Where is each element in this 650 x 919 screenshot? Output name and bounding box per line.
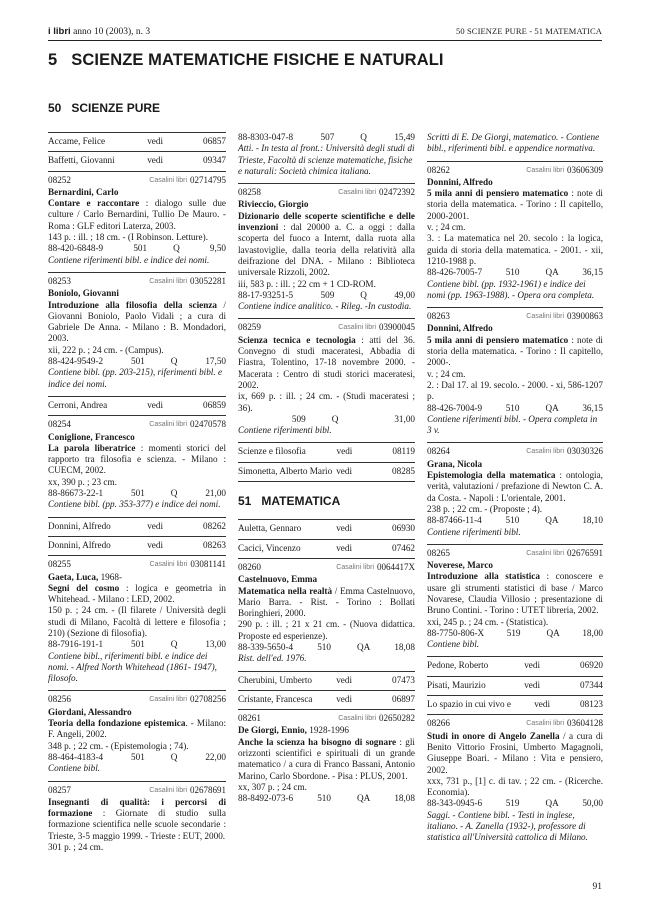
entry-isbn: 88-7916-191-1 xyxy=(48,639,104,650)
xref-number: 06930 xyxy=(392,523,415,534)
catalog-entry-08264 xyxy=(427,443,603,543)
xref-name: Baffetti, Giovanni xyxy=(48,155,115,166)
section-title xyxy=(48,51,444,70)
xref-name: Scienze e filosofia xyxy=(238,446,306,457)
cross-reference xyxy=(238,540,415,558)
header-rule xyxy=(48,40,602,41)
entry-price: 17,50 xyxy=(205,356,226,367)
entry-author: Gaeta, Luca, xyxy=(48,571,99,582)
entry-price: 18,10 xyxy=(582,515,603,526)
entry-id: 08263 xyxy=(427,311,450,322)
entry-id: 08258 xyxy=(238,187,261,198)
entry-note: Contiene riferimenti bibl. - Opera completa in 3 v. xyxy=(427,413,598,436)
entry-code: 02714795 xyxy=(190,174,226,185)
entry-description: : conoscere e usare gli strumenti statistici di base / Marco Novarese, Claudia Villosio ; presentazione di Bruno Contini. - Torino : UTET libreria, 2002. xyxy=(427,571,604,616)
entry-title: Segni del cosmo xyxy=(48,582,120,593)
entry-physical: iii, 583 p. : ill. ; 22 cm + 1 CD-ROM. xyxy=(238,278,376,289)
entry-isbn: 88-86673-22-1 xyxy=(48,488,104,499)
cross-reference xyxy=(48,133,226,151)
entry-price-line xyxy=(238,793,415,804)
entry-class: 510 xyxy=(505,515,520,526)
xref-number: 06920 xyxy=(580,660,603,671)
entry-title: Introduzione alla statistica xyxy=(427,571,540,582)
entry-note: Contiene bibl. (pp. 203-215), riferimenti bibl. e indice dei nomi. xyxy=(48,367,223,389)
entry-class: 510 xyxy=(317,793,331,804)
xref-vedi: vedi xyxy=(534,699,551,710)
entry-note: Contiene bibl. xyxy=(427,639,480,650)
casalini-label: Casalini libri xyxy=(149,786,187,794)
xref-vedi: vedi xyxy=(147,539,164,550)
cross-reference xyxy=(238,443,415,461)
entry-title: Epistemologia della matematica xyxy=(427,470,556,481)
entry-physical: 301 p. ; 24 cm. xyxy=(48,842,104,853)
entry-description: : gli orizzonti scientifici e spirituali di un grande matematico / a cura di Franco Bassani, Antonio Marino, Carlo Sbordone. - Pisa : PLUS, 2001. xyxy=(238,736,415,781)
casalini-label: Casalini libri xyxy=(526,448,564,456)
entry-class: 501 xyxy=(131,356,145,367)
entry-id: 08252 xyxy=(48,174,71,185)
entry-price-line xyxy=(48,356,226,367)
entry-physical: xii, 222 p. ; 24 cm. - (Campus). xyxy=(48,344,164,355)
xref-name: Accame, Felice xyxy=(48,136,106,146)
entry-price: 21,00 xyxy=(205,488,226,499)
entry-code: 02708256 xyxy=(190,694,226,705)
entry-physical: 150 p. ; 24 cm. - (Il filarete / Università degli studi di Milano, Facoltà di lettere e filosofia ; 210) (Sezione di filosofia). xyxy=(48,605,226,638)
entry-description: : ontologia, verità, valutazioni / prefazione di Newton C. A. da Costa. - Napoli : L'orientale, 2001. xyxy=(427,470,603,503)
entry-isbn: 88-339-5650-4 xyxy=(238,641,294,652)
entry-note: Contiene riferimenti bibl. xyxy=(427,526,521,537)
entry-id: 08259 xyxy=(238,322,261,333)
xref-vedi: vedi xyxy=(336,542,353,553)
entry-id: 08257 xyxy=(48,784,71,795)
entry-title: Matematica nella realtà xyxy=(238,585,333,596)
entry-note: Scritti di E. De Giorgi, matematico. - Contiene bibl., riferimenti bibl. e appendice normativa. xyxy=(427,132,600,154)
xref-vedi: vedi xyxy=(336,465,353,476)
section-number: 5 xyxy=(48,51,58,69)
entry-class: 510 xyxy=(505,267,520,278)
entry-class: 519 xyxy=(506,627,521,638)
casalini-label: Casalini libri xyxy=(149,421,187,429)
xref-number: 07462 xyxy=(392,542,415,553)
cross-reference xyxy=(238,672,415,690)
entry-description: : logica e geometria in Whitehead. - Milano : LED, 2002. xyxy=(48,582,226,605)
cross-reference xyxy=(427,657,603,675)
entry-class: 501 xyxy=(131,488,145,499)
entry-letter: QA xyxy=(356,641,371,652)
casalini-label: Casalini libri xyxy=(149,277,187,285)
xref-name: Lo spazio in cui vivo e xyxy=(427,699,511,710)
entry-code: 03052281 xyxy=(190,275,226,286)
entry-id: 08262 xyxy=(427,164,450,175)
casalini-label: Casalini libri xyxy=(338,324,376,332)
cross-reference xyxy=(48,537,226,555)
xref-vedi: vedi xyxy=(147,399,164,410)
catalog-entry-08261 xyxy=(238,710,415,810)
entry-title: Introduzione alla filosofia della scienza xyxy=(48,299,217,310)
casalini-label: Casalini libri xyxy=(149,696,187,704)
entry-isbn: 88-464-4183-4 xyxy=(48,751,104,762)
entry-description: : note di storia della matematica. - Torino : Il capitello, 2000-. xyxy=(427,334,603,368)
entry-description: : atti del 36. Convegno di studi maceratesi, Abbadia di Fiastra, Tolentino, 17-18 novembre 2000. - Macerata : Centro di studi storici maceratesi, 2002. xyxy=(238,334,415,390)
entry-class: 507 xyxy=(320,132,335,142)
entry-letter: Q xyxy=(170,356,178,367)
xref-vedi: vedi xyxy=(524,679,541,690)
section-title-text: SCIENZE MATEMATICHE FISICHE E NATURALI xyxy=(71,51,444,69)
entry-code: 02678691 xyxy=(190,784,226,795)
subsection-number: 51 xyxy=(238,494,252,509)
entry-price-line xyxy=(427,628,603,639)
entry-isbn: 88-343-0945-6 xyxy=(427,798,483,809)
xref-vedi: vedi xyxy=(336,523,353,534)
xref-vedi: vedi xyxy=(336,693,353,704)
xref-number: 08123 xyxy=(580,699,603,710)
entry-price-line xyxy=(238,132,415,143)
entry-price-line xyxy=(427,403,603,414)
entry-id: 08265 xyxy=(427,547,450,558)
catalog-entry-08255 xyxy=(48,556,226,690)
catalog-entry-08257 xyxy=(48,782,226,860)
entry-physical: v. ; 24 cm. xyxy=(427,222,466,233)
entry-letter: Q xyxy=(360,289,367,300)
xref-number: 06859 xyxy=(203,399,226,410)
catalog-entry-08258 xyxy=(238,184,415,318)
catalog-entry-08265 xyxy=(427,545,603,657)
column-2 xyxy=(238,132,415,811)
entry-code: 03081141 xyxy=(190,559,226,570)
cross-reference xyxy=(427,696,603,714)
entry-letter: QA xyxy=(545,798,559,809)
entry-id: 08266 xyxy=(427,718,450,729)
xref-vedi: vedi xyxy=(524,660,541,671)
cross-reference xyxy=(427,677,603,695)
catalog-entry-08254 xyxy=(48,416,226,516)
entry-author: Noverese, Marco xyxy=(427,560,493,571)
xref-number: 08262 xyxy=(203,520,226,531)
entry-class: 501 xyxy=(133,243,148,254)
entry-note: Contiene bibl. xyxy=(48,763,101,774)
entry-code: 02650282 xyxy=(379,713,415,724)
entry-title: 5 mila anni di pensiero matematico xyxy=(427,334,569,345)
entry-author: Boniolo, Giovanni xyxy=(48,288,119,299)
entry-price-line xyxy=(427,798,603,809)
casalini-label: Casalini libri xyxy=(526,166,564,174)
xref-name: Cacici, Vincenzo xyxy=(238,542,301,553)
casalini-label: Casalini libri xyxy=(149,561,188,569)
entry-title: Dizionario delle scoperte scientifiche e delle invenzioni xyxy=(238,210,415,233)
catalog-entry-08261-continued xyxy=(427,132,603,161)
entry-title: 5 mila anni di pensiero matematico xyxy=(427,188,569,199)
entry-price: 31,00 xyxy=(394,413,415,424)
entry-letter: QA xyxy=(545,515,559,526)
entry-description: / Emma Castelnuovo, Mario Barra. - Rist. - Torino : Bollati Boringhieri, 2000. xyxy=(238,585,416,619)
xref-vedi: vedi xyxy=(147,520,164,531)
subsection-number: 50 xyxy=(48,101,62,115)
entry-title: Contare e raccontare xyxy=(48,198,140,209)
catalog-entry-08262 xyxy=(427,162,603,308)
entry-class: 509 xyxy=(291,413,306,424)
entry-id: 08253 xyxy=(48,275,71,286)
entry-isbn: 88-17-93251-5 xyxy=(238,289,294,300)
entry-code: 03030326 xyxy=(567,446,603,457)
entry-letter: Q xyxy=(170,639,178,650)
entry-price: 36,15 xyxy=(582,267,603,278)
entry-price-line xyxy=(48,639,226,650)
entry-id: 08256 xyxy=(48,694,71,705)
casalini-label: Casalini libri xyxy=(526,549,564,557)
entry-price-line xyxy=(48,752,226,763)
entry-description: : dialogo sulle due culture / Carlo Bernardini, Tullio De Mauro. - Roma : GLF editori Laterza, 2003. xyxy=(48,198,226,231)
entry-physical: 143 p. : ill. ; 18 cm. - (I Robinson. Letture). xyxy=(48,232,208,243)
running-header-left xyxy=(48,26,150,37)
cross-reference xyxy=(238,463,415,481)
casalini-label: Casalini libri xyxy=(338,715,376,723)
entry-author-year: 1968- xyxy=(98,571,123,582)
entry-letter: QA xyxy=(545,267,559,278)
entry-note: Saggi. - Contiene bibl. - Testi in inglese, italiano. - A. Zanella (1932-), professore di statistica all'Università cattolica di Milano. xyxy=(427,809,588,843)
cross-reference xyxy=(238,520,415,538)
subsection-title-text: MATEMATICA xyxy=(261,494,341,509)
entry-note: Contiene riferimenti bibl. xyxy=(238,425,332,436)
entry-physical: xx, 390 p. ; 23 cm. xyxy=(48,476,117,487)
entry-title: Studi in onore di Angelo Zanella xyxy=(427,730,560,741)
cross-reference xyxy=(48,397,226,415)
casalini-label: Casalini libri xyxy=(526,720,564,728)
entry-letter: Q xyxy=(173,243,180,254)
entry-isbn: 88-420-6848-9 xyxy=(48,243,104,254)
entry-description: / a cura di Benito Vittorio Frosini, Umberto Magagnoli, Giuseppe Boari. - Milano : Vita e pensiero, 2002. xyxy=(427,730,603,775)
entry-title: La parola liberatrice xyxy=(48,442,136,453)
entry-price: 18,08 xyxy=(394,641,415,652)
xref-name: Donnini, Alfredo xyxy=(48,539,111,550)
xref-name: Donnini, Alfredo xyxy=(48,520,111,531)
entry-description: . - Milano: F. Angeli, 2002. xyxy=(48,718,226,740)
entry-code: 02470578 xyxy=(190,419,226,430)
entry-physical: 238 p. ; 22 cm. - (Proposte ; 4). xyxy=(427,503,543,514)
entry-letter: Q xyxy=(331,413,339,424)
xref-name: Cristante, Francesca xyxy=(238,693,313,704)
xref-number: 07344 xyxy=(580,679,603,690)
running-header-right: 50 SCIENZE PURE - 51 MATEMATICA xyxy=(456,26,602,36)
journal-name: i libri xyxy=(48,26,71,37)
entry-author: Coniglione, Francesco xyxy=(48,431,135,442)
entry-description: : dal 20000 a. C. a oggi : dalla scoperta del fuoco a Internt, dalla ruota alla lavastoviglie, dalla teoria della relatività alla deifrazione del DNA. - Milano : Biblioteca universale Rizzoli, 2002. xyxy=(238,222,415,278)
entry-letter: Q xyxy=(170,751,178,762)
cross-reference xyxy=(48,518,226,536)
entry-title: Teoria della fondazione epistemica xyxy=(48,718,186,729)
entry-code: 03606309 xyxy=(567,164,603,175)
entry-price: 9,50 xyxy=(209,243,226,254)
entry-author: De Giorgi, Ennio, xyxy=(238,725,307,736)
xref-name: Pedone, Roberto xyxy=(427,660,489,671)
entry-class: 510 xyxy=(317,641,331,652)
entry-volume: 2. : Dal 17. al 19. secolo. - 2000. - xi, 586-1207 p. xyxy=(427,379,603,402)
entry-author: Giordani, Alessandro xyxy=(48,706,132,717)
xref-number: 08263 xyxy=(203,539,226,550)
entry-note: Contiene bibl., riferimenti bibl. e indice dei nomi. - Alfred North Whitehead (1861- 1947), filosofo. xyxy=(48,650,217,684)
entry-author: Castelnuovo, Emma xyxy=(238,574,318,585)
xref-name: Auletta, Gennaro xyxy=(238,523,302,534)
entry-price: 49,00 xyxy=(394,289,415,300)
xref-number: 08119 xyxy=(392,446,415,457)
xref-number: 08285 xyxy=(392,465,415,476)
entry-note: Contiene indice analitico. - Rileg. -In custodia. xyxy=(238,301,412,312)
entry-id: 08254 xyxy=(48,419,71,430)
page-number: 91 xyxy=(592,882,602,892)
entry-isbn: 88-424-9549-2 xyxy=(48,356,104,367)
entry-note: Contiene bibl. (pp. 1932-1961) e indice dei nomi (pp. 1963-1988). - Opera ora completa. xyxy=(427,278,595,300)
entry-price: 18,08 xyxy=(394,793,415,804)
xref-name: Cerroni, Andrea xyxy=(48,399,108,410)
entry-isbn: 88-8492-073-6 xyxy=(238,793,294,804)
entry-class: 510 xyxy=(505,402,520,413)
entry-letter: Q xyxy=(170,488,178,499)
entry-isbn: 88-87466-11-4 xyxy=(427,515,482,526)
catalog-entry-08257-continued xyxy=(238,132,415,183)
casalini-label: Casalini libri xyxy=(338,189,376,197)
entry-price-line xyxy=(238,414,415,425)
journal-issue: anno 10 (2003), n. 3 xyxy=(73,27,151,37)
entry-price: 22,00 xyxy=(205,751,226,762)
catalog-entry-08256 xyxy=(48,691,226,780)
subsection-title-text: SCIENZE PURE xyxy=(71,101,161,115)
entry-class: 509 xyxy=(320,289,335,300)
xref-name: Pisati, Maurizio xyxy=(427,679,486,690)
xref-vedi: vedi xyxy=(336,446,353,457)
entry-price: 36,15 xyxy=(582,402,603,413)
catalog-entry-08266 xyxy=(427,715,603,849)
entry-physical: xxi, 245 p. ; 24 cm. - (Statistica). xyxy=(427,616,549,627)
xref-vedi: vedi xyxy=(336,674,353,685)
entry-id: 08264 xyxy=(427,446,450,457)
entry-description: : Giornate di studio sulla formazione scientifica nelle scuole secondarie : Trieste, 3-5 maggio 1999. - Trieste : EUT, 2000. xyxy=(48,808,226,841)
subsection-title-51 xyxy=(238,496,415,507)
cross-reference xyxy=(238,691,415,709)
entry-code: 03900045 xyxy=(379,322,415,333)
entry-title: Scienza tecnica e tecnologia xyxy=(238,334,356,345)
xref-vedi: vedi xyxy=(147,136,164,146)
entry-isbn: 88-8303-047-8 xyxy=(238,132,294,142)
xref-vedi: vedi xyxy=(147,155,164,166)
entry-price-line xyxy=(427,267,603,278)
entry-price-line xyxy=(48,243,226,254)
casalini-label: Casalini libri xyxy=(526,313,564,321)
entry-author-year: 1928-1996 xyxy=(306,725,350,736)
entry-letter: QA xyxy=(356,793,371,804)
cross-reference xyxy=(48,152,226,170)
entry-title: Insegnanti di qualità: i percorsi di formazione xyxy=(48,796,226,819)
casalini-label: Casalini libri xyxy=(149,176,187,184)
entry-title: Anche la scienza ha bisogno di sognare xyxy=(238,736,397,747)
entry-price: 50,00 xyxy=(582,798,603,809)
entry-isbn: 88-426-7005-7 xyxy=(427,267,483,278)
entry-isbn: 88-426-7004-9 xyxy=(427,402,483,413)
entry-class: 519 xyxy=(505,798,520,809)
entry-code: 03900863 xyxy=(567,311,603,322)
entry-note: Atti. - In testa al front.: Università degli studi di Trieste, Facoltà di scienze matematiche, fisiche e naturali: Società chimica italiana. xyxy=(238,143,415,176)
entry-description: / Giovanni Boniolo, Paolo Vidali ; a cura di Gabriele De Anna. - Milano : B. Mondadori, 2003. xyxy=(48,299,226,344)
xref-number: 09347 xyxy=(203,155,226,166)
entry-isbn: 88-7750-806-X xyxy=(427,627,485,638)
entry-code: 0064417X xyxy=(377,561,415,572)
casalini-label: Casalini libri xyxy=(336,563,374,571)
entry-note: Rist. dell'ed. 1976. xyxy=(238,653,307,664)
entry-description: : momenti storici del rapporto tra filosofia e scienza. - Milano : CUECM, 2002. xyxy=(48,442,227,476)
entry-price-line xyxy=(238,290,415,301)
entry-price-line xyxy=(48,488,226,499)
entry-author: Rivieccio, Giorgio xyxy=(238,199,309,210)
catalog-entry-08252 xyxy=(48,172,226,272)
entry-id: 08255 xyxy=(48,559,71,570)
entry-price: 15,49 xyxy=(394,132,415,142)
entry-code: 03604128 xyxy=(567,718,603,729)
catalog-entry-08259 xyxy=(238,319,415,442)
subsection-title-50 xyxy=(48,101,160,115)
entry-physical: v. ; 24 cm. xyxy=(427,368,466,379)
entry-author: Donnini, Alfredo xyxy=(427,323,493,334)
entry-author: Grana, Nicola xyxy=(427,458,483,469)
entry-price-line xyxy=(427,515,603,526)
catalog-entry-08253 xyxy=(48,273,226,396)
entry-letter: QA xyxy=(545,402,559,413)
xref-number: 06857 xyxy=(203,136,226,146)
entry-letter: Q xyxy=(360,132,367,142)
entry-note: Contiene riferimenti bibl. e indice dei nomi. xyxy=(48,254,210,265)
entry-letter: QA xyxy=(546,627,560,638)
entry-class: 501 xyxy=(131,751,145,762)
entry-id: 08261 xyxy=(238,713,261,724)
entry-code: 02472392 xyxy=(379,187,415,198)
entry-physical: 290 p. : ill. ; 21 x 21 cm. - (Nuova didattica. Proposte ed esperienze). xyxy=(238,619,415,641)
entry-price: 13,00 xyxy=(205,639,226,650)
entry-price: 18,00 xyxy=(582,627,603,638)
entry-author: Bernardini, Carlo xyxy=(48,186,119,197)
catalog-entry-08260 xyxy=(238,559,415,671)
entry-physical: xxx, 731 p., [1] c. di tav. ; 22 cm. - (Ricerche. Economia). xyxy=(427,775,603,798)
entry-price-line xyxy=(238,642,415,653)
column-1 xyxy=(48,132,226,859)
entry-code: 02676591 xyxy=(567,547,603,558)
entry-author: Donnini, Alfredo xyxy=(427,176,493,187)
entry-volume: 3. : La matematica nel 20. secolo : la logica, guida di storia della matematica. - 2001. - xii, 1210-1988 p. xyxy=(427,233,603,266)
xref-name: Simonetta, Alberto Mario xyxy=(238,465,333,476)
entry-physical: xx, 307 p. ; 24 cm. xyxy=(238,781,307,792)
entry-class: 501 xyxy=(131,639,145,650)
xref-name: Cherubini, Umberto xyxy=(238,674,312,685)
catalog-entry-08263 xyxy=(427,308,603,442)
xref-number: 07473 xyxy=(392,674,415,685)
entry-physical: 348 p. ; 22 cm. - (Epistemologia ; 74). xyxy=(48,740,189,751)
entry-physical: ix, 669 p. : ill. ; 24 cm. - (Studi maceratesi ; 36). xyxy=(238,391,415,413)
column-3 xyxy=(427,132,603,850)
entry-description: : note di storia della matematica. - Torino : Il capitello, 2000-2001. xyxy=(427,188,603,221)
xref-number: 06897 xyxy=(392,693,415,704)
entry-note: Contiene bibl. (pp. 353-377) e indice dei nomi. xyxy=(48,499,221,510)
entry-id: 08260 xyxy=(238,561,261,572)
